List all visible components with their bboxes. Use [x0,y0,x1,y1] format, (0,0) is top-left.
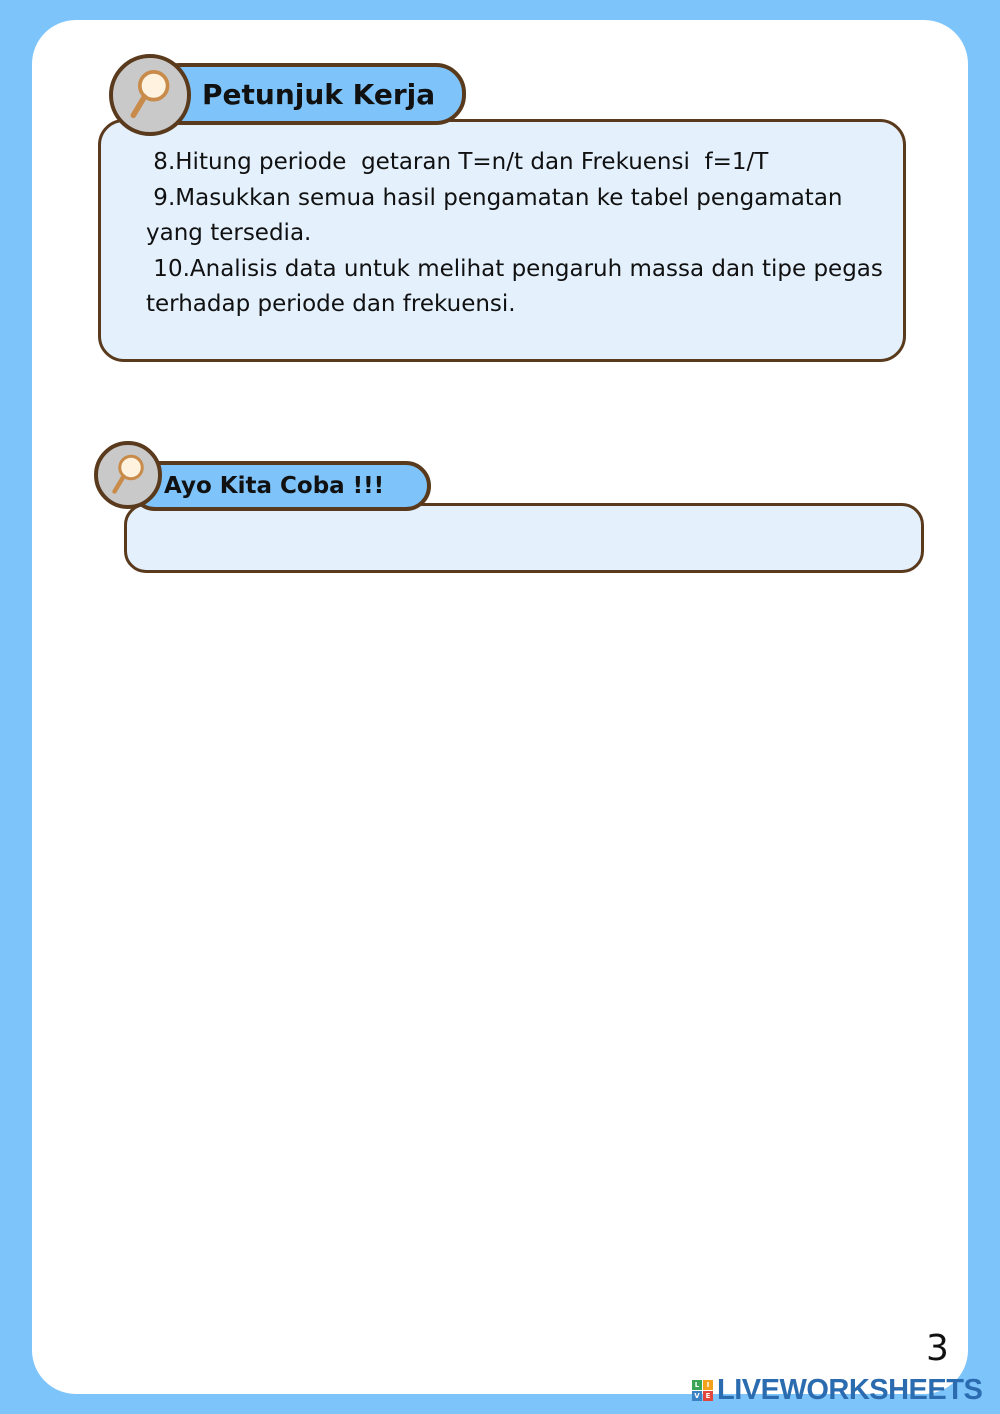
brand-name: LIVEWORKSHEETS [717,1374,983,1406]
magnifier-icon [98,445,158,505]
instruction-line: 9.Masukkan semua hasil pengamatan ke tabel pengamatan [146,184,843,211]
magnifier-badge [109,54,191,136]
logo-letter: V [692,1391,702,1401]
logo-blocks-icon [692,1380,713,1401]
magnifier-icon [113,58,187,132]
instruction-line: 10.Analisis data untuk melihat pengaruh massa dan tipe pegas [146,255,883,282]
instruction-line: yang tersedia. [146,220,312,246]
try-it-title: Ayo Kita Coba !!! [164,473,385,499]
instructions-header [150,63,466,125]
page-number: 3 [926,1328,949,1369]
logo-letter: I [703,1380,713,1390]
try-it-box[interactable] [124,503,924,573]
instruction-line: terhadap periode dan frekuensi. [146,291,516,317]
instruction-lines [146,145,883,323]
logo-letter: E [703,1391,713,1401]
magnifier-badge [94,441,162,509]
instruction-line: 8.Hitung periode getaran T=n/t dan Frekuensi f=1/T [146,149,769,175]
instructions-title: Petunjuk Kerja [202,77,436,111]
try-it-header [130,461,431,511]
liveworksheets-logo[interactable] [692,1374,982,1407]
logo-letter: L [692,1380,702,1390]
